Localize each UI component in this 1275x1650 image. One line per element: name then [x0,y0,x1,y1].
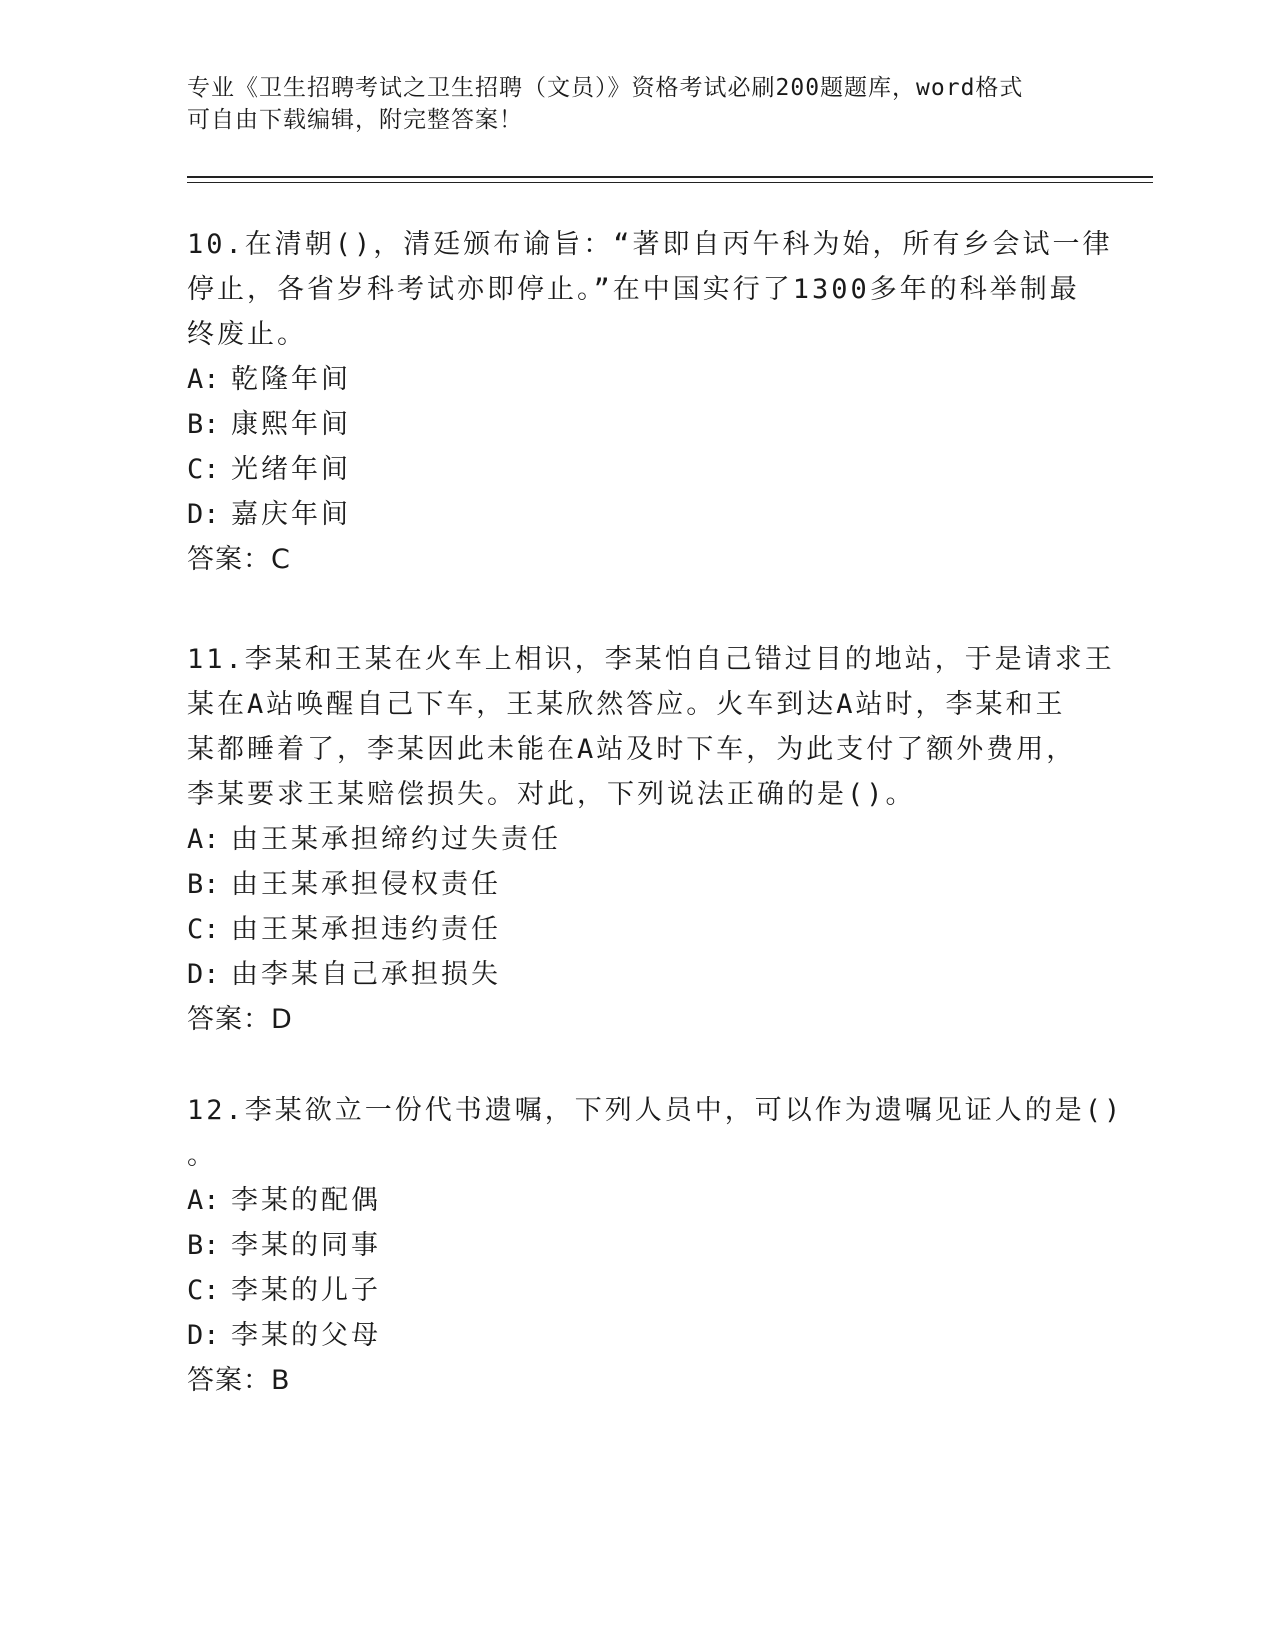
option-b [187,862,1087,907]
question-text-line: 10.在清朝()，清廷颁布谕旨：“著即自丙午科为始，所有乡会试一律 [187,229,1113,260]
option-text: 光绪年间 [231,454,351,485]
question-10 [187,222,1113,582]
option-letter: C: [187,454,220,485]
option-c [187,1268,1087,1313]
option-c [187,907,1087,952]
question-text-line: 停止，各省岁科考试亦即停止。”在中国实行了1300多年的科举制最 [187,274,1080,305]
option-b [187,1223,1087,1268]
option-b [187,402,1087,447]
answer-label: 答案： [187,1004,271,1035]
question-12 [187,1088,1124,1403]
question-text-line: 某都睡着了，李某因此未能在A站及时下车，为此支付了额外费用， [187,734,1077,765]
option-letter: B: [187,869,220,900]
question-text-line: 某在A站唤醒自己下车，王某欣然答应。火车到达A站时，李某和王 [187,689,1066,720]
option-a [187,817,1087,862]
question-text-line: 11.李某和王某在火车上相识，李某怕自己错过目的地站，于是请求王 [187,644,1115,675]
option-a [187,1178,1087,1223]
answer-value: C [271,544,291,575]
header-rule-bottom [187,182,1153,183]
option-letter: C: [187,1275,220,1306]
option-letter: D: [187,499,220,530]
option-a [187,357,1087,402]
option-text: 李某的同事 [231,1230,381,1261]
option-c [187,447,1087,492]
document-header [187,72,1067,136]
answer-line [187,997,1087,1042]
answer-line [187,537,1087,582]
option-letter: A: [187,824,220,855]
option-letter: D: [187,1320,220,1351]
option-letter: A: [187,364,220,395]
option-text: 由李某自己承担损失 [231,959,501,990]
option-letter: B: [187,409,220,440]
header-line-2: 可自由下载编辑，附完整答案！ [187,107,523,133]
option-d [187,492,1087,537]
option-text: 李某的配偶 [231,1185,381,1216]
option-text: 由王某承担违约责任 [231,914,501,945]
question-text-line: 李某要求王某赔偿损失。对此，下列说法正确的是()。 [187,779,916,810]
option-text: 嘉庆年间 [231,499,351,530]
question-text-line: 。 [187,1140,217,1171]
option-text: 李某的儿子 [231,1275,381,1306]
option-letter: B: [187,1230,220,1261]
option-text: 由王某承担缔约过失责任 [231,824,561,855]
answer-label: 答案： [187,1365,271,1396]
option-text: 乾隆年间 [231,364,351,395]
option-letter: C: [187,914,220,945]
header-rule-top [187,176,1153,178]
option-text: 康熙年间 [231,409,351,440]
answer-value: D [271,1004,293,1035]
answer-label: 答案： [187,544,271,575]
question-text-line: 终废止。 [187,319,307,350]
option-d [187,952,1087,997]
option-text: 由王某承担侵权责任 [231,869,501,900]
option-letter: D: [187,959,220,990]
answer-line [187,1358,1087,1403]
header-line-1: 专业《卫生招聘考试之卫生招聘（文员）》资格考试必刷200题题库，word格式 [187,75,1024,101]
question-11 [187,637,1115,1042]
option-text: 李某的父母 [231,1320,381,1351]
answer-value: B [271,1365,291,1396]
question-text-line: 12.李某欲立一份代书遗嘱，下列人员中，可以作为遗嘱见证人的是() [187,1095,1124,1126]
option-letter: A: [187,1185,220,1216]
option-d [187,1313,1087,1358]
